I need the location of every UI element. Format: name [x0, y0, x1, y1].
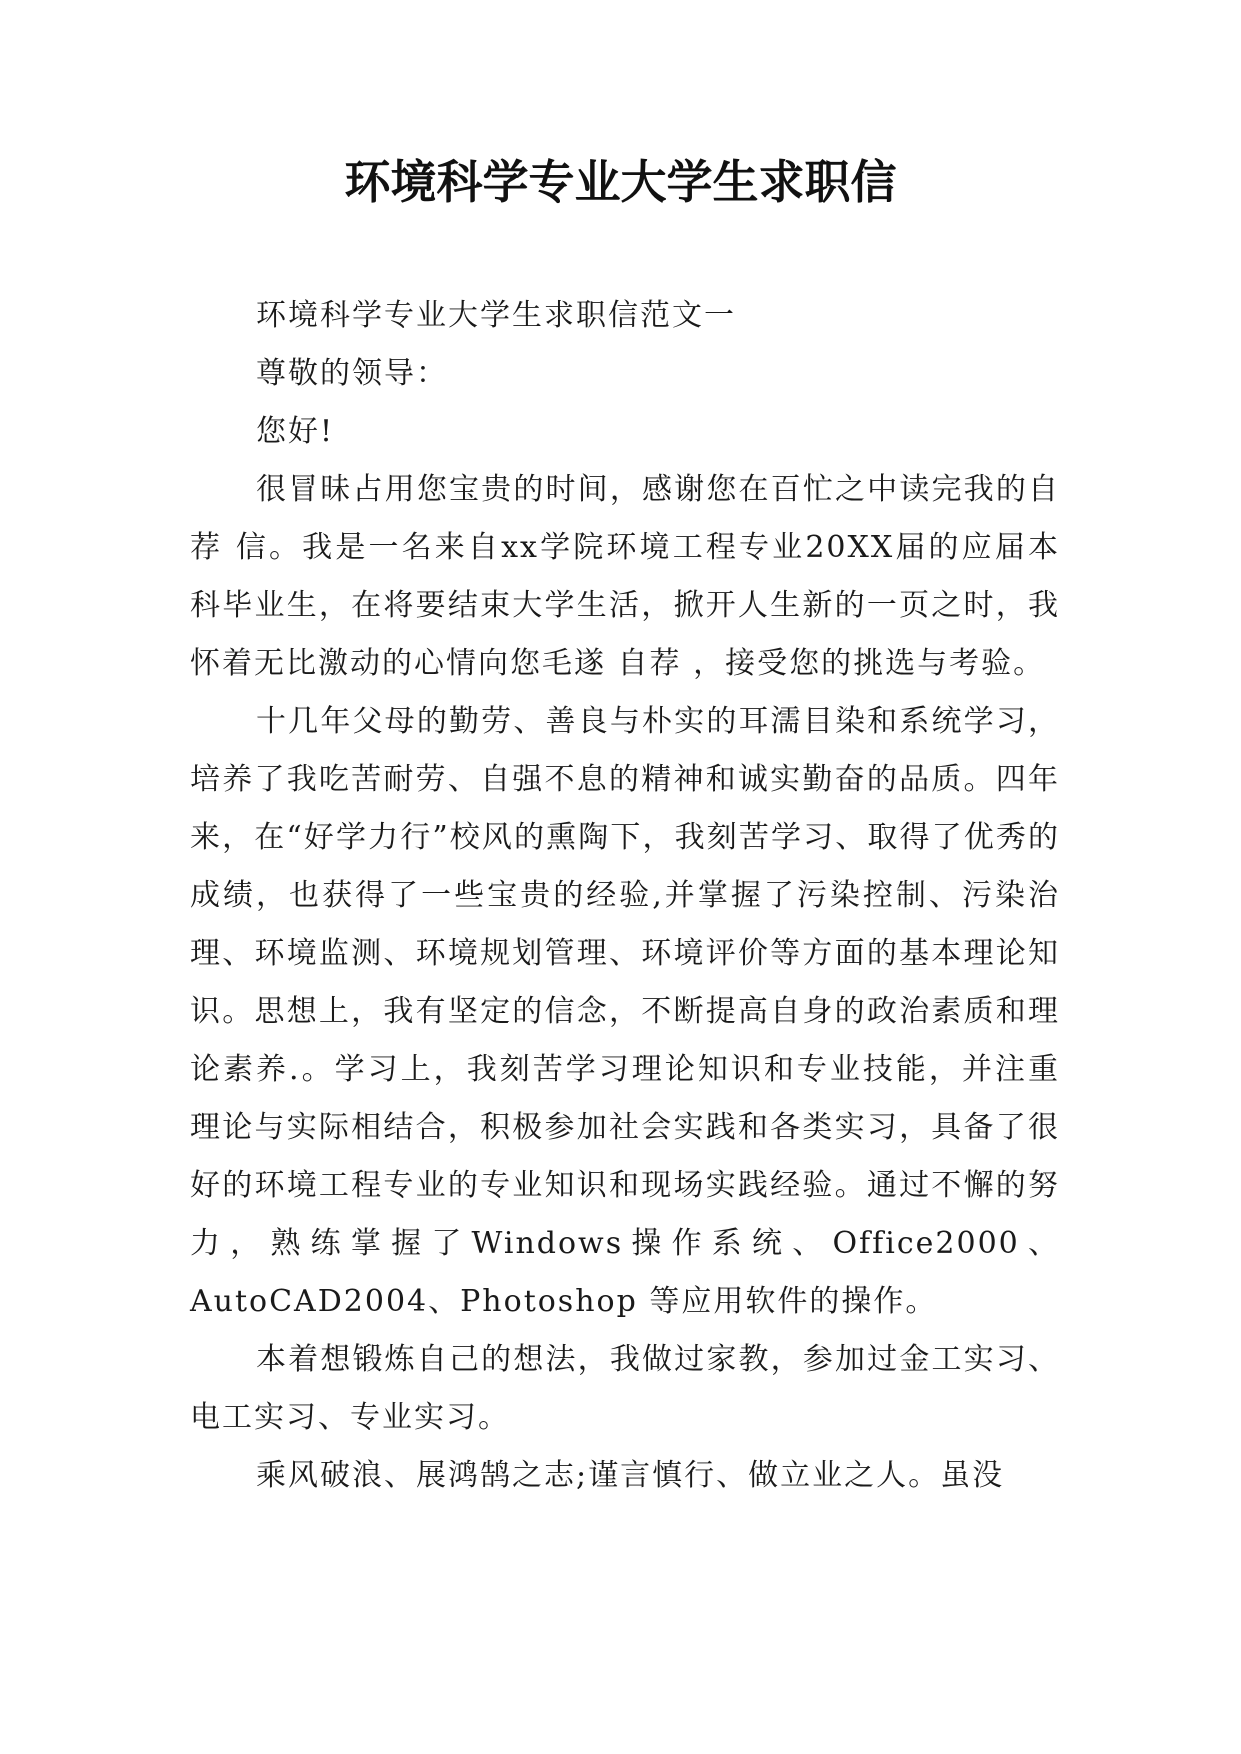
document-title: 环境科学专业大学生求职信 — [344, 155, 897, 209]
paragraph-experience: 本着想锻炼自己的想法，我做过家教，参加过金工实习、电工实习、专业实习。 — [190, 1342, 1060, 1435]
document-body — [190, 287, 1060, 1505]
paragraph-salutation: 尊敬的领导： — [256, 356, 448, 391]
paragraph-heading: 环境科学专业大学生求职信范文一 — [256, 298, 736, 333]
paragraph-ambition: 乘风破浪、展鸿鹄之志;谨言慎行、做立业之人。虽没 — [256, 1458, 1005, 1493]
paragraph-introduction: 很冒昧占用您宝贵的时间，感谢您在百忙之中读完我的自荐 信。我是一名来自xx学院环境工程专业20XX届的应届本科毕业生，在将要结束大学生活，掀开人生新的一页之时，我怀着无比激动的心情向您毛遂 自荐 ，接受您的挑选与考验。 — [190, 472, 1060, 681]
paragraph-qualifications: 十几年父母的勤劳、善良与朴实的耳濡目染和系统学习，培养了我吃苦耐劳、自强不息的精神和诚实勤奋的品质。四年来，在“好学力行”校风的熏陶下，我刻苦学习、取得了优秀的成绩，也获得了一些宝贵的经验,并掌握了污染控制、污染治理、环境监测、环境规划管理、环境评价等方面的基本理论知识。思想上，我有坚定的信念，不断提高自身的政治素质和理论素养.。学习上，我刻苦学习理论知识和专业技能，并注重理论与实际相结合，积极参加社会实践和各类实习，具备了很好的环境工程专业的专业知识和现场实践经验。通过不懈的努力，熟练掌握了Windows操作系统、Office2000、AutoCAD2004、Photoshop 等应用软件的操作。 — [190, 704, 1060, 1319]
paragraph-greeting: 您好! — [256, 414, 335, 449]
